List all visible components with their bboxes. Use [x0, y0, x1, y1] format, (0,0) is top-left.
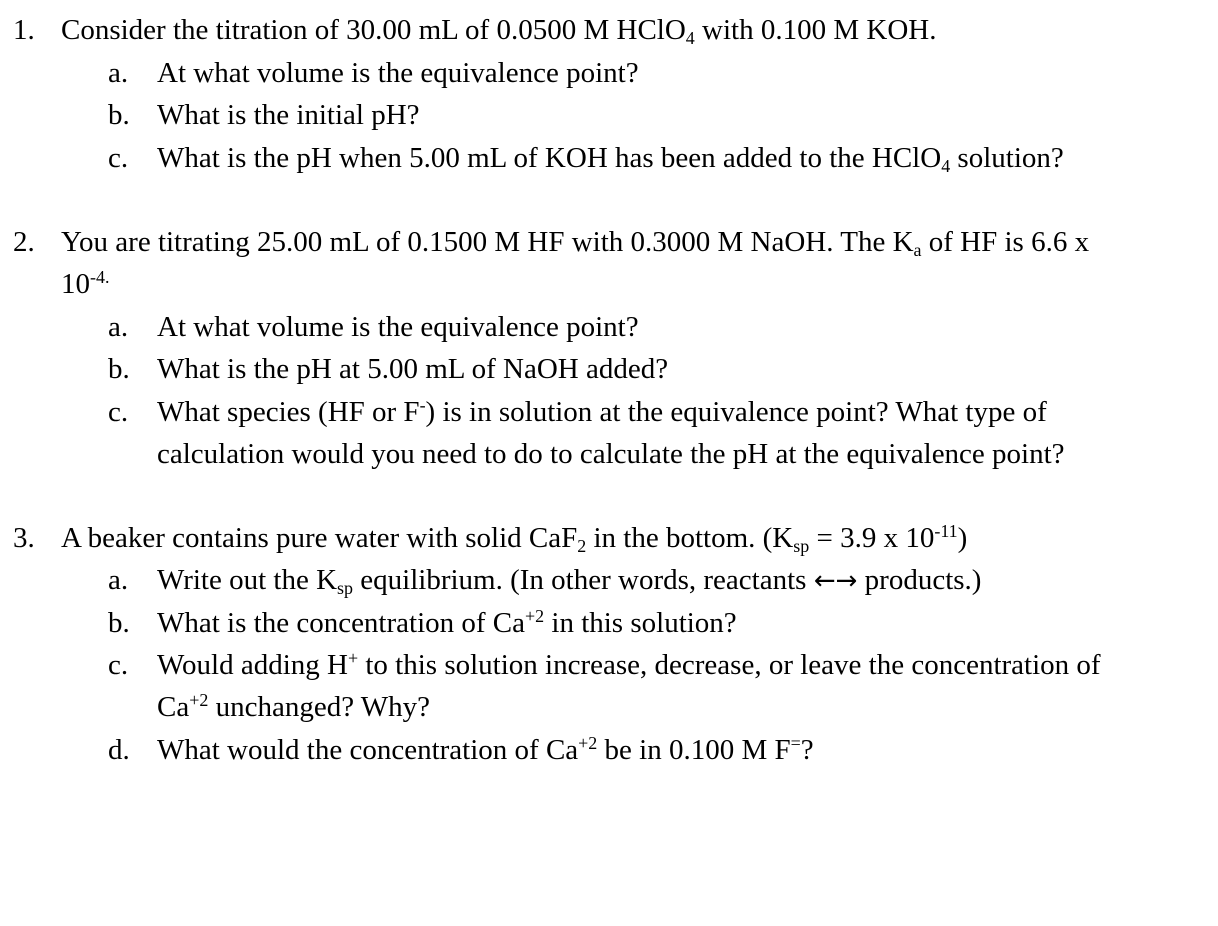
- part-text: What is the initial pH?: [157, 99, 420, 131]
- double-arrow-icon: ←→: [813, 566, 858, 596]
- question-number: 3.: [13, 522, 35, 554]
- part-label: b.: [108, 99, 130, 131]
- part-text-line-2: calculation would you need to do to calculate the pH at the equivalence point?: [157, 438, 1065, 470]
- part-label: a.: [108, 564, 129, 596]
- part-label: c.: [108, 142, 129, 174]
- part-text: Would adding H+ to this solution increase, decrease, or leave the concentration of: [157, 648, 1101, 681]
- part-label: b.: [108, 607, 130, 639]
- part-text-line-2: $Ca^{+2}$ unchanged? Why?: [157, 690, 431, 723]
- part-text: Write out the $K_{sp}$ equilibrium. (In other words, reactants ←→ products.): [157, 564, 982, 599]
- question-number: 1.: [13, 14, 35, 46]
- part-label: a.: [108, 311, 129, 343]
- question-stem: You are titrating 25.00 mL of 0.1500 M HF with 0.3000 M NaOH. The $K_a$ of HF is 6.6 x: [61, 226, 1090, 261]
- part-text: What would the concentration of $Ca^{+2}$ be in 0.100 M F=?: [157, 733, 814, 766]
- question-number: 2.: [13, 226, 35, 258]
- question-stem-line-2: $10^{-4.}$: [61, 267, 110, 300]
- part-text: What is the concentration of $Ca^{+2}$ in this solution?: [157, 606, 737, 639]
- part-text: At what volume is the equivalence point?: [157, 311, 639, 343]
- part-label: b.: [108, 353, 130, 385]
- part-text: At what volume is the equivalence point?: [157, 57, 639, 89]
- part-text: What is the pH when 5.00 mL of KOH has been added to the HClO$_4$ solution?: [157, 142, 1064, 177]
- part-text: What is the pH at 5.00 mL of NaOH added?: [157, 353, 669, 385]
- part-label: d.: [108, 734, 130, 766]
- question-stem: A beaker contains pure water with solid CaF$_2$ in the bottom. ($K_{sp} = 3.9$ x $10^{-11}$): [61, 521, 968, 557]
- question-stem: Consider the titration of 30.00 mL of 0.0500 M HClO$_4$ with 0.100 M KOH.: [61, 14, 937, 49]
- part-label: c.: [108, 649, 129, 681]
- part-label: c.: [108, 396, 129, 428]
- part-text: What species (HF or F-) is in solution at the equivalence point? What type of: [157, 395, 1047, 428]
- part-label: a.: [108, 57, 129, 89]
